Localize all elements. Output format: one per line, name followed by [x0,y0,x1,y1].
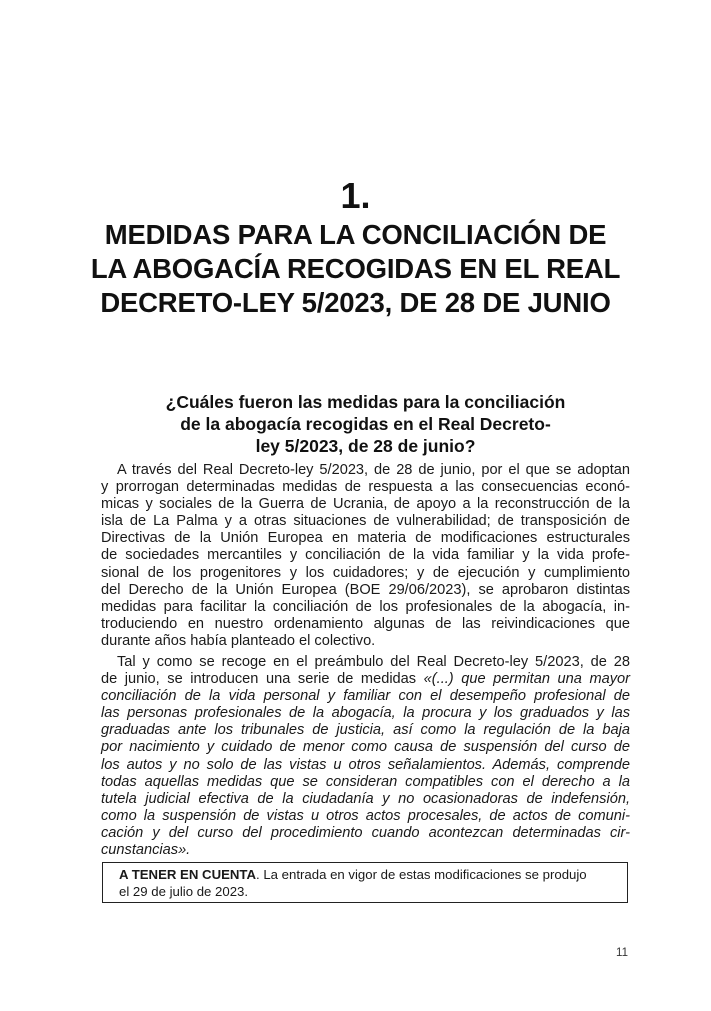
question-line: ¿Cuáles fueron las medidas para la conciliación [165,392,566,412]
chapter-title-line: MEDIDAS PARA LA CONCILIACIÓN DE [104,219,607,250]
quote-line: graduadas ante los tribunales de justicia, así como la regulación de la baja [101,722,630,739]
question-line: de la abogacía recogidas en el Real Decreto- [180,414,551,434]
quote-line: los autos y no solo de las vistas u otros señalamientos. Además, comprende [101,756,630,773]
section-question-heading [100,391,631,457]
paragraph-line: durante años había planteado el colectivo. [101,632,376,649]
paragraph-line: de sociedades mercantiles y conciliación de la vida familiar y la vida profe- [101,547,630,564]
chapter-title-line: LA ABOGACÍA RECOGIDAS EN EL REAL [90,253,621,284]
paragraph-line: y prorrogan determinadas medidas de respuesta a las consecuencias econó- [101,479,630,496]
note-text: . La entrada en vigor de estas modificaciones se produjo [256,867,587,882]
page-number: 11 [616,947,628,959]
paragraph-line [101,671,630,688]
quote-line: por nacimiento y cuidado de menor como causa de suspensión del curso de [101,739,630,756]
note-line [119,867,611,884]
question-line: ley 5/2023, de 28 de junio? [255,436,476,456]
quote-line: las personas profesionales de la abogacía, la procura y los graduados y las [101,705,630,722]
paragraph-line: isla de La Palma y a otras situaciones de vulnerabilidad; de transposición de [101,513,630,530]
paragraph-line: micas y sociales de la Guerra de Ucrania, de apoyo a la reconstrucción de la [101,496,630,513]
paragraph-line: Tal y como se recoge en el preámbulo del Real Decreto-ley 5/2023, de 28 [117,654,630,670]
paragraph-line: troduciendo en nuestro ordenamiento algunas de las reivindicaciones que [101,615,630,632]
quote-line: como la suspensión de vistas u otros actos procesales, de actos de comuni- [101,807,630,824]
paragraph-line: sional de los progenitores y los cuidadores; y de ejecución y cumplimiento [101,564,630,581]
quote-line: conciliación de la vida personal y familiar con el desempeño profesional de [101,688,630,705]
note-line: el 29 de julio de 2023. [119,883,249,899]
body-paragraph-1 [101,462,630,650]
quote-text: «(...) que permitan una mayor [423,671,630,688]
chapter-title [90,218,621,320]
chapter-title-line: DECRETO-LEY 5/2023, DE 28 DE JUNIO [100,287,611,318]
note-box [102,862,628,903]
paragraph-line: Directivas de la Unión Europea en materia de modificaciones estructurales [101,530,630,547]
quote-line: todas aquellas medidas que se consideran compatibles con el derecho a la [101,773,630,790]
quote-line: cunstancias». [101,842,191,859]
chapter-number: 1. [340,175,371,216]
body-paragraph-2 [101,654,630,859]
paragraph-line: medidas para facilitar la conciliación de los profesionales de la abogacía, in- [101,598,630,615]
paragraph-line: A través del Real Decreto-ley 5/2023, de 28 de junio, por el que se adoptan [117,462,630,478]
paragraph-line: del Derecho de la Unión Europea (BOE 29/06/2023), se aprobaron distintas [101,581,630,598]
quote-line: tutela judicial efectiva de la ciudadanía y no ocasionadoras de indefensión, [101,790,630,807]
quote-line: cación y del curso del procedimiento cuando acontezcan determinadas cir- [101,824,630,841]
paragraph-text: de junio, se introducen una serie de medidas [101,671,424,688]
note-lead: A TENER EN CUENTA [119,867,257,882]
